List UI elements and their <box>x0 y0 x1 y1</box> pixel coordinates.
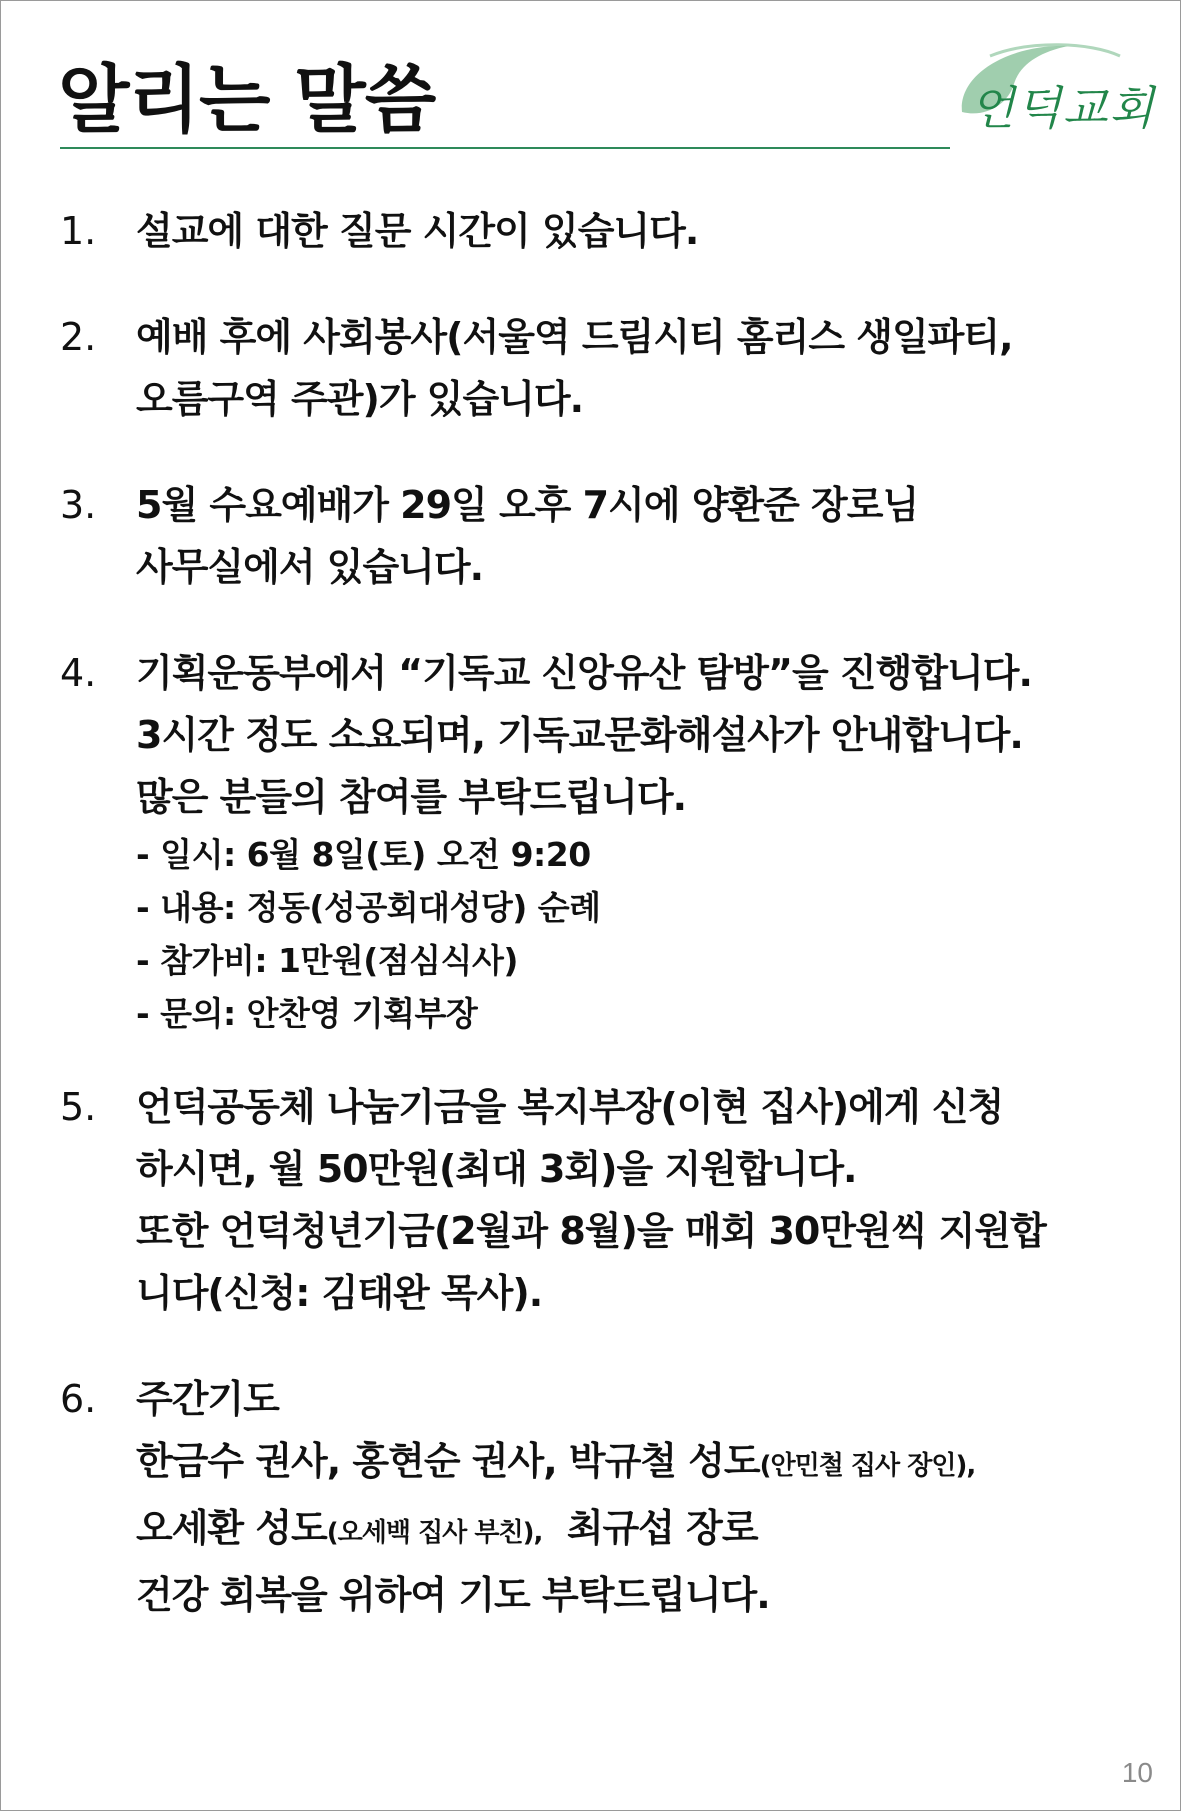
prayer-request: 건강 회복을 위하여 기도 부탁드립니다. <box>136 1573 770 1617</box>
item-text: 사무실에서 있습니다. <box>136 545 484 589</box>
item-text: 설교에 대한 질문 시간이 있습니다. <box>136 209 699 253</box>
announcement-item <box>60 1076 1140 1324</box>
prayer-line <box>136 1430 1140 1497</box>
detail-fee: - 참가비: 1만원(점심식사) <box>136 941 518 980</box>
item-number: 6. <box>60 1377 97 1421</box>
item-number: 3. <box>60 483 97 527</box>
page-title: 알리는 말씀 <box>58 57 436 143</box>
item-text: 많은 분들의 참여를 부탁드립니다. <box>136 775 687 819</box>
item-number: 1. <box>60 209 97 253</box>
item-text: 오름구역 주관)가 있습니다. <box>136 377 584 421</box>
item-text: 하시면, 월 50만원(최대 3회)을 지원합니다. <box>136 1147 857 1191</box>
item-number: 5. <box>60 1085 97 1129</box>
announcement-item <box>60 474 1140 598</box>
item-text: 또한 언덕청년기금(2월과 8월)을 매회 30만원씩 지원합 <box>136 1209 1046 1253</box>
church-logo <box>950 34 1156 135</box>
announcement-item <box>60 1368 1140 1626</box>
item-text: 예배 후에 사회봉사(서울역 드림시티 홈리스 생일파티, <box>136 315 1013 359</box>
item-text: 5월 수요예배가 29일 오후 7시에 양환준 장로님 <box>136 483 919 527</box>
title-underline <box>60 147 950 149</box>
detail-content: - 내용: 정동(성공회대성당) 순례 <box>136 888 601 927</box>
logo-text: 언덕교회 <box>970 81 1156 135</box>
prayer-line <box>136 1497 1140 1564</box>
prayer-names: 한금수 권사, 홍현순 권사, 박규철 성도 <box>136 1439 760 1483</box>
item-text: 언덕공동체 나눔기금을 복지부장(이현 집사)에게 신청 <box>136 1085 1004 1129</box>
announcement-item <box>60 306 1140 430</box>
page-number: 10 <box>1121 1757 1153 1788</box>
prayer-names: 오세환 성도 <box>136 1506 327 1550</box>
item-text: 3시간 정도 소요되며, 기독교문화해설사가 안내합니다. <box>136 713 1023 757</box>
item-number: 4. <box>60 651 97 695</box>
item-text: 니다(신청: 김태완 목사). <box>136 1271 543 1315</box>
announcement-list <box>60 200 1140 1626</box>
prayer-title: 주간기도 <box>136 1377 279 1421</box>
detail-date: - 일시: 6월 8일(토) 오전 9:20 <box>136 835 591 874</box>
detail-contact: - 문의: 안찬영 기획부장 <box>136 994 478 1033</box>
item-number: 2. <box>60 315 97 359</box>
prayer-note: (오세백 집사 부친), <box>326 1518 543 1548</box>
announcement-item <box>60 642 1140 1040</box>
prayer-note: (안민철 집사 장인), <box>759 1451 976 1481</box>
announcement-item <box>60 200 1140 262</box>
prayer-names: 최규섭 장로 <box>566 1506 758 1550</box>
item-text: 기획운동부에서 “기독교 신앙유산 탐방”을 진행합니다. <box>136 651 1032 695</box>
